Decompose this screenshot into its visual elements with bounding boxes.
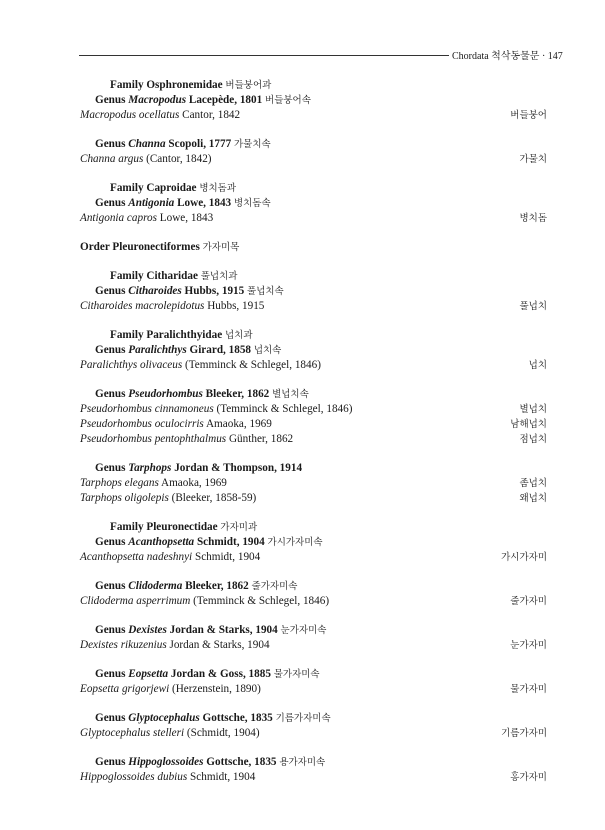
species-entry — [80, 432, 547, 447]
species-name: Eopsetta grigorjewi — [80, 683, 170, 695]
species-name: Pseudorhombus cinnamoneus — [80, 403, 214, 415]
block-gap — [80, 167, 547, 181]
species-author: (Temminck & Schlegel, 1846) — [182, 359, 321, 371]
family-rank-label: Family — [110, 270, 147, 282]
species-author: (Cantor, 1842) — [143, 153, 212, 165]
genus-author: Jordan & Thompson, 1914 — [171, 462, 303, 474]
family-entry — [80, 269, 547, 284]
species-name: Tarphops oligolepis — [80, 492, 169, 504]
genus-author: Gottsche, 1835 — [203, 756, 277, 768]
block-gap — [80, 373, 547, 387]
genus-rank-label: Genus — [95, 712, 129, 724]
species-korean-name: 버들붕어 — [510, 110, 547, 121]
genus-author: Scopoli, 1777 — [165, 138, 232, 150]
species-korean-name: 홍가자미 — [510, 772, 547, 783]
genus-rank-label: Genus — [95, 580, 129, 592]
genus-korean-name: 넙치속 — [253, 345, 282, 356]
genus-korean-name: 기름가자미속 — [275, 713, 331, 724]
genus-author: Girard, 1858 — [186, 344, 252, 356]
genus-author: Schmidt, 1904 — [194, 536, 265, 548]
species-korean-name: 점넙치 — [519, 434, 547, 445]
species-korean-name: 눈가자미 — [510, 640, 547, 651]
genus-author: Lacepède, 1801 — [186, 94, 263, 106]
genus-name: Citharoides — [128, 285, 182, 297]
genus-korean-name: 버들붕어속 — [265, 95, 311, 106]
species-korean-name: 넙치 — [528, 360, 547, 371]
species-name: Channa argus — [80, 153, 144, 165]
genus-korean-name: 줄가자미속 — [251, 581, 298, 592]
species-author: (Temminck & Schlegel, 1846) — [190, 595, 330, 607]
species-author: Cantor, 1842 — [179, 109, 241, 121]
family-entry — [80, 520, 547, 535]
species-author: Schmidt, 1904 — [192, 551, 261, 563]
genus-korean-name: 물가자미속 — [273, 669, 320, 680]
block-gap — [80, 697, 547, 711]
species-entry — [80, 550, 547, 565]
family-name: Osphronemidae — [146, 79, 223, 91]
genus-name: Pseudorhombus — [128, 388, 203, 400]
species-korean-name: 남해넙치 — [510, 419, 547, 430]
species-entry — [80, 417, 547, 432]
genus-name: Dexistes — [128, 624, 167, 636]
genus-author: Lowe, 1843 — [174, 197, 232, 209]
genus-rank-label: Genus — [95, 344, 129, 356]
species-name: Citharoides macrolepidotus — [80, 300, 205, 312]
family-name: Citharidae — [146, 270, 198, 282]
species-author: (Temminck & Schlegel, 1846) — [213, 403, 353, 415]
species-name: Macropodus ocellatus — [80, 109, 180, 121]
family-korean-name: 병치돔과 — [199, 183, 237, 194]
species-entry — [80, 358, 547, 373]
genus-name: Macropodus — [128, 94, 187, 106]
species-entry — [80, 770, 547, 785]
genus-name: Tarphops — [128, 462, 172, 474]
block-gap — [80, 255, 547, 269]
genus-name: Acanthopsetta — [128, 536, 195, 548]
species-author: Lowe, 1843 — [156, 212, 214, 224]
genus-entry — [80, 284, 547, 299]
genus-rank-label: Genus — [95, 388, 129, 400]
block-gap — [80, 506, 547, 520]
genus-rank-label: Genus — [95, 756, 129, 768]
genus-rank-label: Genus — [95, 536, 129, 548]
species-entry — [80, 682, 547, 697]
species-name: Pseudorhombus oculocirris — [80, 418, 204, 430]
family-rank-label: Family — [110, 79, 147, 91]
genus-author: Bleeker, 1862 — [182, 580, 249, 592]
block-gap — [80, 565, 547, 579]
family-entry — [80, 328, 547, 343]
genus-author: Jordan & Goss, 1885 — [168, 668, 271, 680]
genus-rank-label: Genus — [95, 285, 129, 297]
block-gap — [80, 609, 547, 623]
order-name: Pleuronectiformes — [112, 241, 200, 253]
genus-korean-name: 가시가자미속 — [267, 537, 323, 548]
genus-name: Antigonia — [128, 197, 175, 209]
species-entry — [80, 594, 547, 609]
family-name: Pleuronectidae — [146, 521, 218, 533]
species-entry — [80, 638, 547, 653]
genus-korean-name: 병치돔속 — [233, 198, 271, 209]
species-author: Jordan & Starks, 1904 — [166, 639, 270, 651]
species-entry — [80, 476, 547, 491]
family-rank-label: Family — [110, 521, 147, 533]
block-gap — [80, 314, 547, 328]
order-rank-label: Order — [80, 241, 113, 253]
species-korean-name: 가물치 — [519, 154, 547, 165]
genus-name: Clidoderma — [128, 580, 183, 592]
genus-author: Gottsche, 1835 — [199, 712, 273, 724]
species-entry — [80, 299, 547, 314]
species-korean-name: 좀넙치 — [519, 478, 547, 489]
genus-author: Hubbs, 1915 — [181, 285, 245, 297]
species-name: Glyptocephalus stelleri — [80, 727, 185, 739]
family-korean-name: 가자미과 — [220, 522, 258, 533]
species-entry — [80, 211, 547, 226]
species-entry — [80, 491, 547, 506]
genus-entry — [80, 93, 547, 108]
species-name: Acanthopsetta nadeshnyi — [80, 551, 193, 563]
species-name: Tarphops elegans — [80, 477, 159, 489]
family-korean-name: 풀넙치과 — [200, 271, 238, 282]
species-korean-name: 기름가자미 — [501, 728, 547, 739]
order-entry — [80, 240, 547, 255]
species-name: Hippoglossoides dubius — [80, 771, 188, 783]
species-name: Pseudorhombus pentophthalmus — [80, 433, 227, 445]
genus-entry — [80, 137, 547, 152]
family-korean-name: 넙치과 — [224, 330, 253, 341]
family-entry — [80, 181, 547, 196]
genus-entry — [80, 755, 547, 770]
species-entry — [80, 152, 547, 167]
taxonomy-list — [80, 78, 547, 785]
genus-name: Glyptocephalus — [128, 712, 200, 724]
species-korean-name: 물가자미 — [510, 684, 547, 695]
genus-entry — [80, 579, 547, 594]
family-rank-label: Family — [110, 182, 147, 194]
species-entry — [80, 402, 547, 417]
block-gap — [80, 653, 547, 667]
genus-entry — [80, 711, 547, 726]
genus-korean-name: 눈가자미속 — [280, 625, 327, 636]
species-korean-name: 풀넙치 — [519, 301, 547, 312]
genus-entry — [80, 623, 547, 638]
species-name: Paralichthys olivaceus — [80, 359, 183, 371]
species-korean-name: 가시가자미 — [501, 552, 547, 563]
species-author: Amaoka, 1969 — [158, 477, 227, 489]
genus-entry — [80, 387, 547, 402]
running-header: Chordata 척삭동물문 · 147 — [452, 51, 563, 62]
species-author: Amaoka, 1969 — [203, 418, 272, 430]
genus-name: Hippoglossoides — [128, 756, 204, 768]
order-korean-name: 가자미목 — [202, 242, 240, 253]
species-korean-name: 별넙치 — [519, 404, 547, 415]
genus-rank-label: Genus — [95, 668, 129, 680]
block-gap — [80, 226, 547, 240]
species-name: Dexistes rikuzenius — [80, 639, 167, 651]
species-name: Antigonia capros — [80, 212, 157, 224]
genus-entry — [80, 461, 547, 476]
genus-entry — [80, 535, 547, 550]
family-name: Paralichthyidae — [146, 329, 223, 341]
genus-korean-name: 가물치속 — [233, 139, 271, 150]
species-korean-name: 왜넙치 — [519, 493, 547, 504]
genus-author: Jordan & Starks, 1904 — [166, 624, 278, 636]
species-entry — [80, 726, 547, 741]
genus-name: Paralichthys — [128, 344, 187, 356]
species-author: Günther, 1862 — [226, 433, 294, 445]
genus-rank-label: Genus — [95, 462, 129, 474]
block-gap — [80, 447, 547, 461]
genus-author: Bleeker, 1862 — [202, 388, 270, 400]
species-name: Clidoderma asperrimum — [80, 595, 191, 607]
species-korean-name: 병치돔 — [519, 213, 547, 224]
species-author: Hubbs, 1915 — [204, 300, 265, 312]
family-rank-label: Family — [110, 329, 147, 341]
genus-rank-label: Genus — [95, 94, 129, 106]
species-author: Schmidt, 1904 — [187, 771, 256, 783]
family-entry — [80, 78, 547, 93]
species-author: (Herzenstein, 1890) — [169, 683, 261, 695]
genus-name: Eopsetta — [128, 668, 169, 680]
species-entry — [80, 108, 547, 123]
family-korean-name: 버들붕어과 — [225, 80, 272, 91]
genus-korean-name: 별넙치속 — [272, 389, 309, 400]
species-korean-name: 줄가자미 — [510, 596, 547, 607]
genus-entry — [80, 196, 547, 211]
genus-entry — [80, 667, 547, 682]
family-name: Caproidae — [146, 182, 197, 194]
genus-entry — [80, 343, 547, 358]
block-gap — [80, 741, 547, 755]
species-author: (Schmidt, 1904) — [184, 727, 260, 739]
genus-rank-label: Genus — [95, 197, 129, 209]
block-gap — [80, 123, 547, 137]
genus-rank-label: Genus — [95, 624, 129, 636]
genus-rank-label: Genus — [95, 138, 129, 150]
header-rule — [79, 55, 449, 56]
genus-korean-name: 풀넙치속 — [247, 286, 284, 297]
genus-name: Channa — [128, 138, 166, 150]
species-author: (Bleeker, 1858-59) — [168, 492, 257, 504]
genus-korean-name: 용가자미속 — [279, 757, 326, 768]
